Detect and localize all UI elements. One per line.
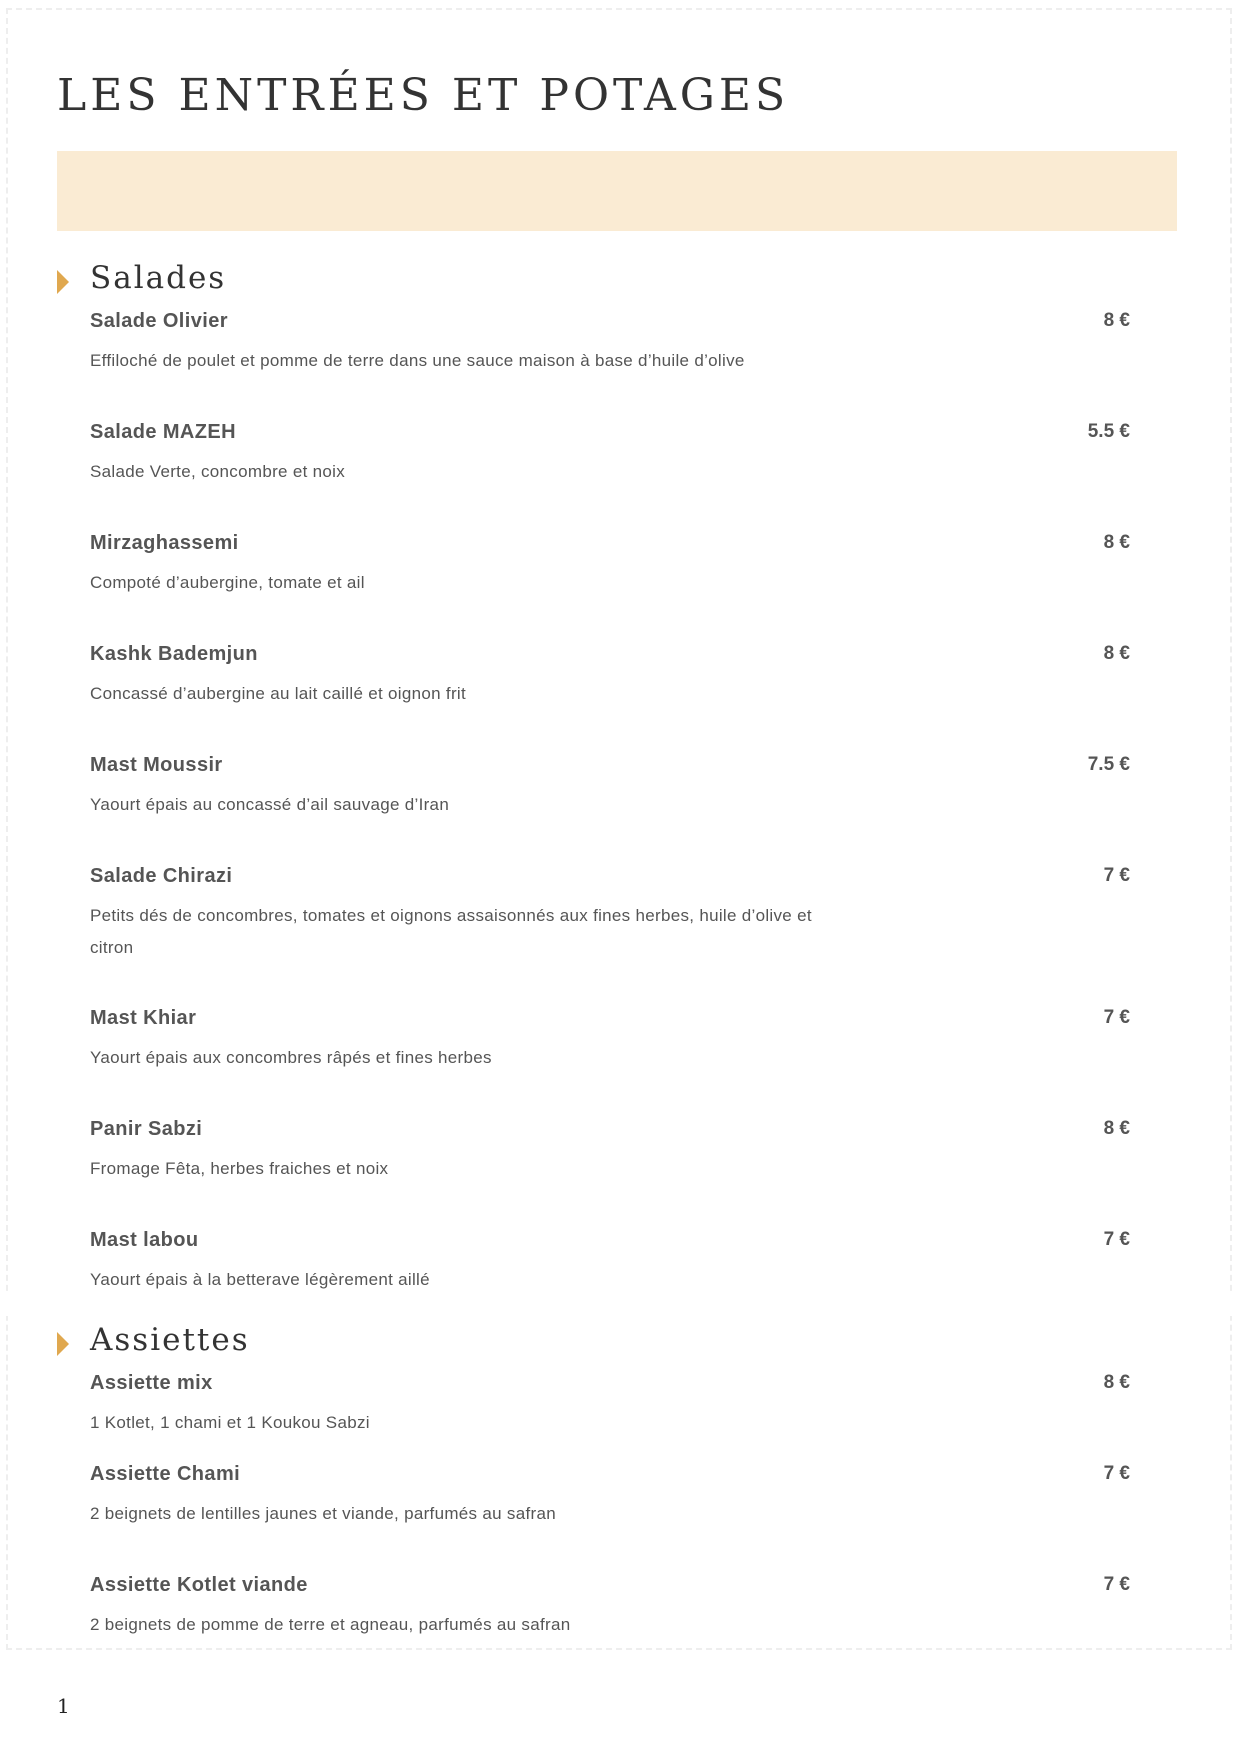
item-price: 8 €: [1103, 1372, 1130, 1393]
item-name: Assiette Chami: [90, 1463, 241, 1485]
item-name: Mast Moussir: [90, 754, 223, 776]
item-name: Assiette Kotlet viande: [90, 1574, 308, 1596]
section-title: Assiettes: [90, 1322, 250, 1358]
item-name: Salade Chirazi: [90, 865, 233, 887]
item-description: Petits dés de concombres, tomates et oignons assaisonnés aux fines herbes, huile d’olive et citron: [90, 906, 812, 957]
item-name: Mast Khiar: [90, 1007, 197, 1029]
page-number: 1: [57, 1694, 70, 1718]
item-name: Salade Olivier: [90, 310, 228, 332]
item-name: Mast labou: [90, 1229, 199, 1251]
item-price: 7 €: [1103, 1463, 1130, 1484]
item-description: Concassé d’aubergine au lait caillé et oignon frit: [90, 684, 467, 703]
item-name: Panir Sabzi: [90, 1118, 203, 1140]
item-name: Salade MAZEH: [90, 421, 236, 443]
section-header: [57, 260, 657, 304]
item-price: 7 €: [1103, 1007, 1130, 1028]
item-name: Mirzaghassemi: [90, 532, 239, 554]
item-price: 8 €: [1103, 1118, 1130, 1139]
item-description: Yaourt épais au concassé d’ail sauvage d’Iran: [90, 795, 450, 814]
item-name: Kashk Bademjun: [90, 643, 258, 665]
item-price: 5.5 €: [1087, 421, 1130, 442]
item-price: 7 €: [1103, 865, 1130, 886]
section-header: [57, 1322, 657, 1366]
item-description: 2 beignets de lentilles jaunes et viande, parfumés au safran: [90, 1504, 556, 1523]
item-description: Effiloché de poulet et pomme de terre dans une sauce maison à base d’huile d’olive: [90, 351, 745, 370]
page-frame: [6, 8, 1232, 1650]
item-description: Compoté d’aubergine, tomate et ail: [90, 573, 365, 592]
item-description: Yaourt épais aux concombres râpés et fines herbes: [90, 1048, 492, 1067]
item-description: 2 beignets de pomme de terre et agneau, parfumés au safran: [90, 1615, 571, 1634]
item-price: 7.5 €: [1087, 754, 1130, 775]
item-description: Yaourt épais à la betterave légèrement aillé: [90, 1270, 430, 1289]
item-description: Salade Verte, concombre et noix: [90, 462, 346, 481]
section-divider-gap: [0, 1294, 1240, 1316]
item-price: 7 €: [1103, 1574, 1130, 1595]
triangle-arrow-icon: [57, 270, 69, 294]
item-price: 8 €: [1103, 310, 1130, 331]
item-description: 1 Kotlet, 1 chami et 1 Koukou Sabzi: [90, 1413, 370, 1432]
triangle-arrow-icon: [57, 1332, 69, 1356]
section-title: Salades: [90, 260, 227, 296]
page-title: LES ENTRÉES ET POTAGES: [57, 70, 790, 121]
item-price: 8 €: [1103, 643, 1130, 664]
item-description: Fromage Fêta, herbes fraiches et noix: [90, 1159, 389, 1178]
item-price: 8 €: [1103, 532, 1130, 553]
item-price: 7 €: [1103, 1229, 1130, 1250]
item-name: Assiette mix: [90, 1372, 213, 1394]
header-banner: [57, 151, 1177, 231]
